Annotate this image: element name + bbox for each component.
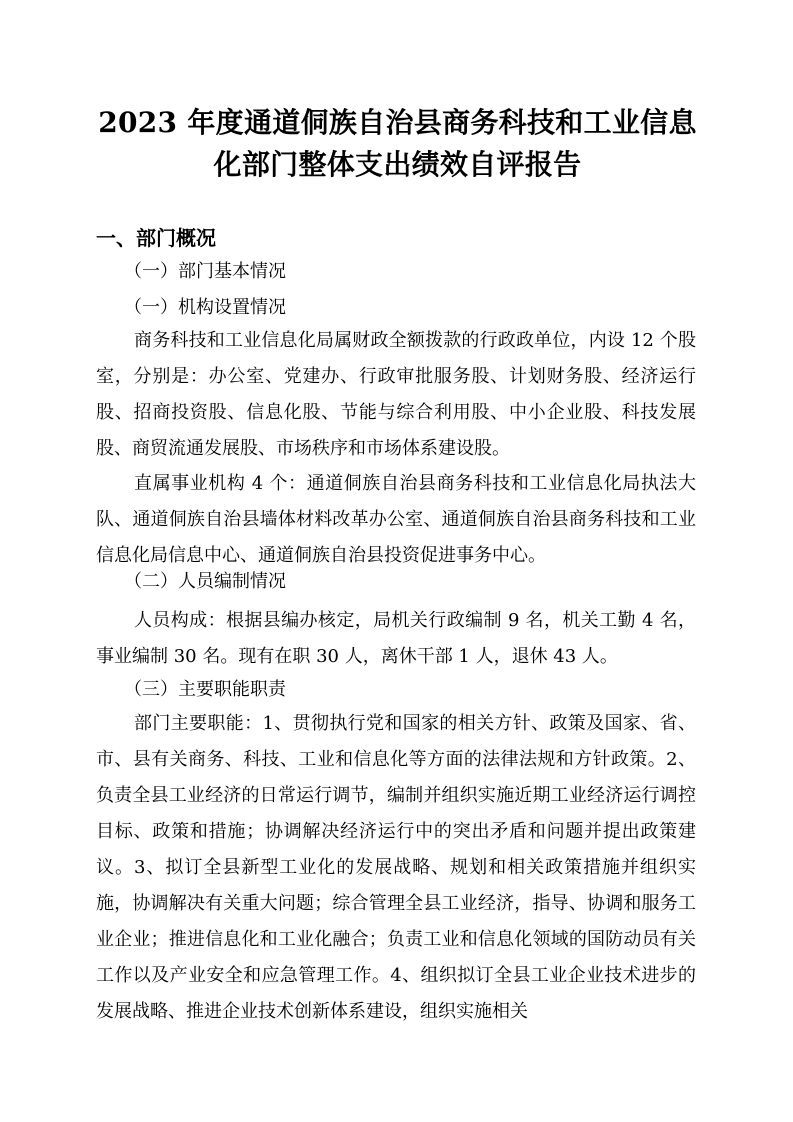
section-heading-department-overview: 一、部门概况 bbox=[96, 226, 216, 250]
subheading-staffing: （二）人员编制情况 bbox=[124, 571, 286, 592]
paragraph-affiliated-units: 直属事业机构 4 个：通道侗族自治县商务科技和工业信息化局执法大队、通道侗族自治县墙体材料改革办公室、通道侗族自治县商务科技和工业信息化局信息中心、通道侗族自治县投资促进事务中心。 bbox=[96, 473, 696, 566]
subheading-basic-info: （一）部门基本情况 bbox=[124, 261, 286, 282]
report-title-line-2: 化部门整体支出绩效自评报告 bbox=[213, 148, 582, 181]
subheading-main-functions: （三）主要职能职责 bbox=[124, 679, 286, 700]
paragraph-main-functions: 部门主要职能：1、贯彻执行党和国家的相关方针、政策及国家、省、市、县有关商务、科技、工业和信息化等方面的法律法规和方针政策。2、负责全县工业经济的日常运行调节，编制并组织实施近期工业经济运行调控目标、政策和措施；协调解决经济运行中的突出矛盾和问题并提出政策建议。3、拟订全县新型工业化的发展战略、规划和相关政策措施并组织实施，协调解决有关重大问题；综合管理全县工业经济，指导、协调和服务工业企业；推进信息化和工业化融合；负责工业和信息化领域的国防动员有关工作以及产业安全和应急管理工作。4、组织拟订全县工业企业技术进步的发展战略、推进企业技术创新体系建设，组织实施相关 bbox=[96, 713, 696, 1022]
paragraph-staffing: 人员构成：根据县编办核定，局机关行政编制 9 名，机关工勤 4 名，事业编制 30 名。现有在职 30 人，离休干部 1 人，退休 43 人。 bbox=[96, 610, 696, 667]
paragraph-organization: 商务科技和工业信息化局属财政全额拨款的行政政单位，内设 12 个股室，分别是：办公室、党建办、行政审批服务股、计划财务股、经济运行股、招商投资股、信息化股、节能与综合利用股、中小企业股、科技发展股、商贸流通发展股、市场秩序和市场体系建设股。 bbox=[96, 330, 696, 459]
report-title-line-1: 2023 年度通道侗族自治县商务科技和工业信息 bbox=[98, 106, 697, 139]
subheading-organization: （一）机构设置情况 bbox=[124, 297, 286, 318]
